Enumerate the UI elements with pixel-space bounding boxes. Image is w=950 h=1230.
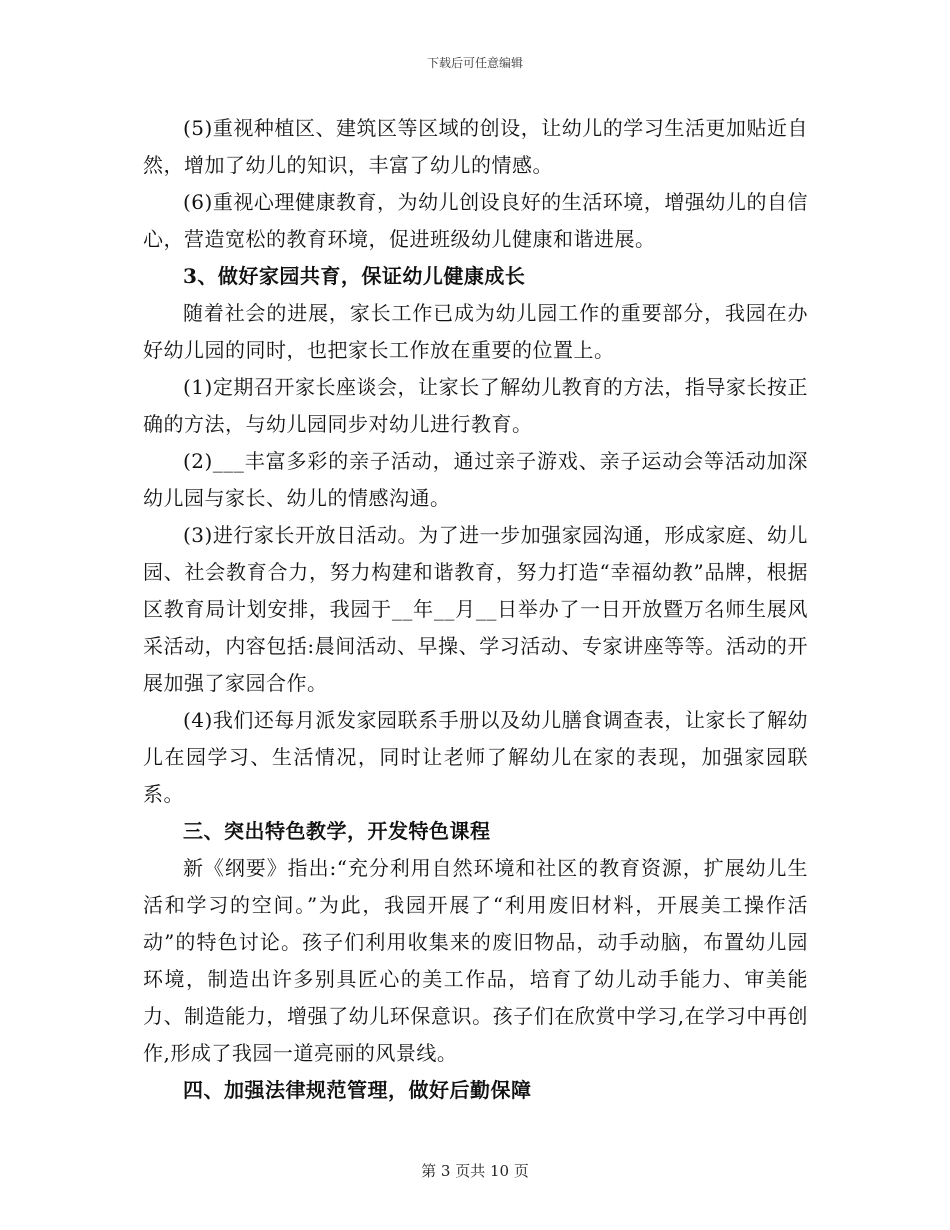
paragraph-item-4: (4)我们还每月派发家园联系手册以及幼儿膳食调查表，让家长了解幼儿在园学习、生活情况，同时让老师了解幼儿在家的表现，加强家园联系。 [143,708,808,806]
paragraph-item-1: (1)定期召开家长座谈会，让家长了解幼儿教育的方法，指导家长按正确的方法，与幼儿园同步对幼儿进行教育。 [143,375,808,436]
paragraph-item-6: (6)重视心理健康教育，为幼儿创设良好的生活环境，增强幼儿的自信心，营造宽松的教育环境，促进班级幼儿健康和谐进展。 [143,190,808,251]
paragraph-special-curriculum: 新《纲要》指出:“充分利用自然环境和社区的教育资源，扩展幼儿生活和学习的空间。”为此，我园开展了“利用废旧材料，开展美工操作活动”的特色讨论。孩子们利用收集来的废旧物品，动手动脑，布置幼儿园环境，制造出许多别具匠心的美工作品，培育了幼儿动手能力、审美能力、制造能力，增强了幼儿环保意识。孩子们在欣赏中学习,在学习中再创作,形成了我园一道亮丽的风景线。 [143,856,808,1065]
paragraph-intro-parents: 随着社会的进展，家长工作已成为幼儿园工作的重要部分，我园在办好幼儿园的同时，也把家长工作放在重要的位置上。 [143,301,808,362]
paragraph-item-3: (3)进行家长开放日活动。为了进一步加强家园沟通，形成家庭、幼儿园、社会教育合力，努力构建和谐教育，努力打造“幸福幼教”品牌，根据区教育局计划安排，我园于__年__月__日举办了一日开放暨万名师生展风采活动，内容包括:晨间活动、早操、学习活动、专家讲座等等。活动的开展加强了家园合作。 [143,523,808,695]
page-number: 第 3 页共 10 页 [421,1162,529,1180]
section-heading-home-school: 3、做好家园共育，保证幼儿健康成长 [183,264,526,288]
paragraph-item-5: (5)重视种植区、建筑区等区域的创设，让幼儿的学习生活更加贴近自然，增加了幼儿的知识，丰富了幼儿的情感。 [143,116,808,177]
section-heading-legal-management: 四、加强法律规范管理，做好后勤保障 [183,1078,532,1102]
section-heading-special-teaching: 三、突出特色教学，开发特色课程 [183,819,491,843]
paragraph-item-2: (2)___丰富多彩的亲子活动，通过亲子游戏、亲子运动会等活动加深幼儿园与家长、幼儿的情感沟通。 [143,449,808,510]
document-body [143,110,808,1109]
page-header-note: 下载后可任意编辑 [426,56,523,70]
